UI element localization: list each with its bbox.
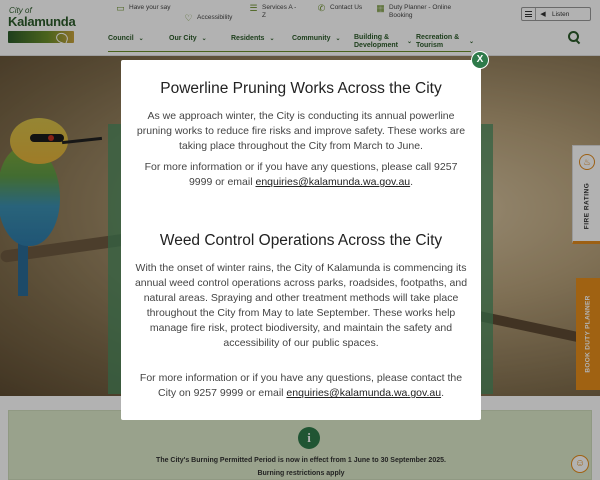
contact-suffix: . [410, 176, 414, 188]
speech-icon: ▭ [116, 3, 125, 13]
chevron-down-icon: ⌄ [468, 39, 474, 45]
play-icon: ◀ [540, 11, 546, 18]
listen-label: Listen [552, 10, 570, 18]
have-your-say-label: Have your say [129, 4, 171, 11]
info-icon: i [298, 427, 320, 449]
logo-small-text: City of [9, 6, 32, 15]
notice-line-1: The City's Burning Permitted Period is now in effect from 1 June to 30 September 2025. [156, 457, 446, 464]
modal-body-weed: With the onset of winter rains, the City of Kalamunda is commencing its annual weed control operations across parks, roadsides, footpaths, and natural areas. Spraying and other treatment methods will take place throughout the City from May to late September. These works help manage fire risk, protect biodiversity, and maintain the safety and accessibility of our public spaces. [134, 262, 468, 349]
logo-name: Kalamunda [8, 14, 76, 29]
modal-body-powerline: As we approach winter, the City is conducting its annual powerline pruning works to reduce fire risks and improve safety. These works are taking place throughout the City from March to June. [136, 110, 466, 152]
chevron-down-icon: ⌄ [406, 39, 412, 45]
modal-contact-weed [133, 371, 469, 401]
chevron-down-icon: ⌄ [335, 36, 341, 42]
modal-title-weed: Weed Control Operations Across the City [159, 232, 443, 249]
announcement-modal [121, 60, 481, 420]
contact-text: For more information or if you have any questions, please call 9257 9999 or email [144, 161, 458, 188]
contact-us-label: Contact Us [330, 4, 363, 11]
calendar-icon: ▦ [376, 3, 385, 13]
contact-text: For more information or if you have any questions, please contact the City on 9257 9999 or email [139, 372, 463, 399]
book-duty-planner-label: BOOK DUTY PLANNER [584, 295, 592, 373]
nav-our-city-label: Our City [169, 35, 197, 42]
accessibility-label: Accessibility [197, 14, 233, 22]
services-az-label: Services A - Z [262, 4, 297, 19]
nav-residents-label: Residents [231, 35, 265, 42]
nav-recreation-label: Recreation & Tourism [416, 34, 460, 49]
accessibility-widget-button[interactable]: ☺ [571, 455, 589, 473]
nav-community-label: Community [292, 35, 331, 42]
list-icon: ☰ [249, 3, 258, 13]
nav-council-label: Council [108, 35, 134, 42]
email-link[interactable]: enquiries@kalamunda.wa.gov.au [286, 387, 442, 399]
email-link[interactable]: enquiries@kalamunda.wa.gov.au [255, 176, 411, 188]
notice-line-2: Burning restrictions apply [257, 470, 345, 477]
phone-icon: ✆ [317, 3, 326, 13]
chevron-down-icon: ⌄ [138, 36, 144, 42]
duty-planner-label: Duty Planner - Online Booking [389, 4, 452, 19]
chevron-down-icon: ⌄ [201, 36, 207, 42]
heart-icon: ♡ [184, 12, 193, 23]
contact-suffix: . [441, 387, 444, 399]
close-modal-button[interactable]: X [471, 51, 489, 69]
modal-title-powerline: Powerline Pruning Works Across the City [160, 80, 442, 97]
nav-building-label: Building & Development [354, 34, 398, 49]
flame-icon: ♨ [579, 154, 595, 170]
modal-contact-powerline [133, 160, 469, 190]
chevron-down-icon: ⌄ [269, 36, 275, 42]
fire-rating-label: FIRE RATING [583, 182, 591, 230]
